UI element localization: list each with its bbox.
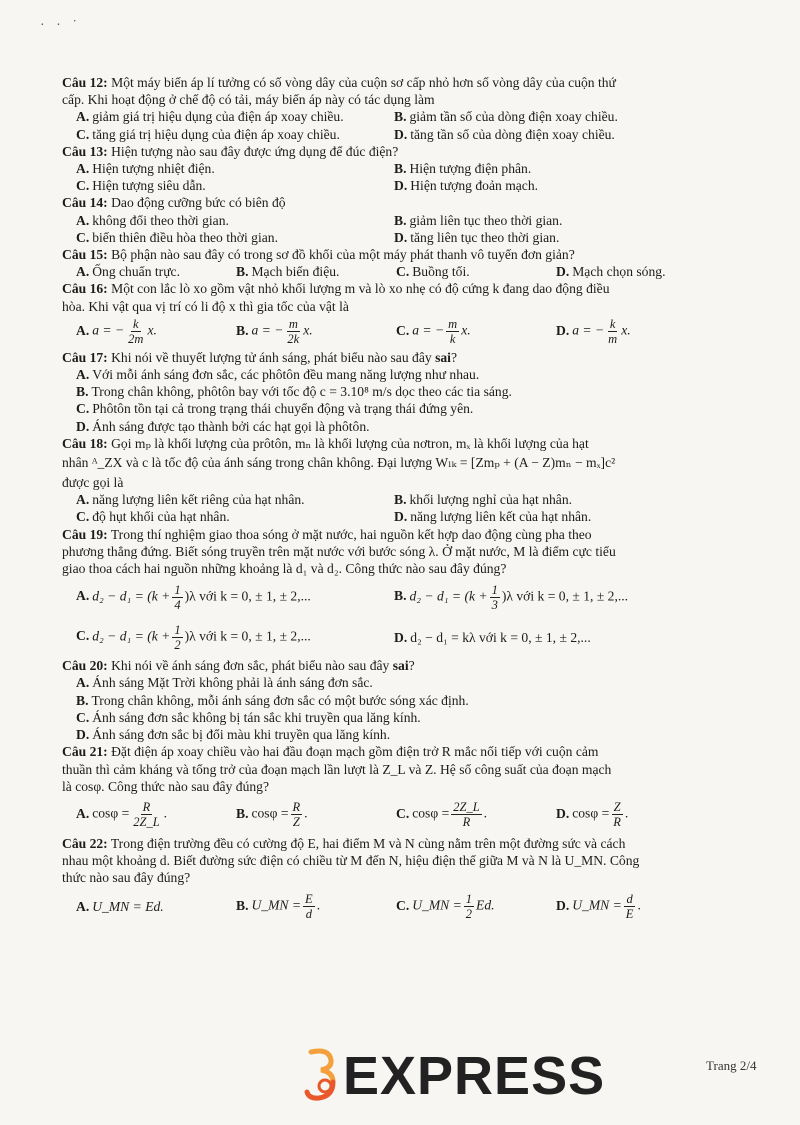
numerator: d	[626, 892, 633, 907]
question-stem: Dao động cưỡng bức có biên độ	[111, 195, 286, 211]
question-16	[62, 280, 712, 348]
option-c	[62, 709, 421, 726]
question-18	[62, 435, 712, 526]
numerator: m	[288, 317, 298, 332]
question-22	[62, 835, 712, 927]
denominator: k	[449, 332, 456, 347]
option-text: tăng liên tục theo thời gian.	[410, 229, 560, 245]
numerator: 2Z_L	[453, 800, 480, 815]
question-stem: Trong điện trường đều có cường độ E, hai điểm M và N cùng nằm trên một đường sức và cách	[110, 835, 626, 851]
option-letter: A.	[76, 212, 90, 228]
option-letter: C.	[76, 509, 90, 525]
option-c	[62, 229, 380, 246]
option-letter: A.	[76, 806, 90, 822]
formula-post: .	[163, 806, 168, 822]
option-letter: C.	[396, 322, 410, 338]
option-b	[62, 383, 512, 400]
question-stem: Gọi mₚ là khối lượng của prôtôn, mₙ là khối lượng của nơtron, mₓ là khối lượng của hạt	[111, 435, 589, 451]
question-number: Câu 14:	[62, 195, 108, 211]
fraction	[451, 800, 481, 829]
option-letter: D.	[76, 418, 90, 434]
formula-post: )λ với k = 0, ± 1, ± 2,...	[184, 588, 311, 604]
formula-post: x.	[303, 322, 313, 338]
question-stem: Một con lắc lò xo gồm vật nhỏ khối lượng m và lò xo nhẹ có độ cứng k đang dao động điều	[111, 281, 610, 297]
option-letter: A.	[76, 367, 90, 383]
question-15	[62, 246, 712, 280]
option-a	[62, 317, 222, 346]
option-letter: D.	[556, 322, 570, 338]
question-stem: Một máy biến áp lí tưởng có số vòng dây của cuộn sơ cấp nhỏ hơn số vòng dây của cuộn thứ	[111, 75, 616, 90]
question-stem: Bộ phận nào sau đây có trong sơ đồ khối của một máy phát thanh vô tuyến đơn giản?	[111, 247, 575, 263]
option-letter: A.	[76, 675, 90, 691]
formula-post: .	[304, 806, 308, 822]
denominator: 3	[491, 597, 498, 612]
option-c	[62, 400, 473, 417]
option-text: giảm giá trị hiệu dụng của điện áp xoay chiều.	[92, 109, 344, 125]
formula-pre: a = −	[412, 322, 445, 338]
option-text: Ánh sáng đơn sắc bị đổi màu khi truyền qua lăng kính.	[92, 727, 391, 743]
denominator: 2m	[128, 332, 144, 347]
formula-pre: cosφ =	[92, 806, 130, 822]
fraction	[464, 892, 474, 921]
option-b	[62, 692, 469, 709]
question-stem-cont: giao thoa cách hai nguồn những khoảng là d₁ và d₂. Công thức nào sau đây đúng?	[62, 561, 507, 577]
option-letter: A.	[76, 492, 90, 508]
option-letter: A.	[76, 161, 90, 177]
question-number: Câu 20:	[62, 658, 108, 674]
option-letter: C.	[76, 628, 90, 644]
formula-post: x.	[147, 322, 157, 338]
numerator: R	[142, 800, 151, 815]
fraction	[303, 892, 315, 921]
logo-wordmark: EXPRESS	[343, 1046, 606, 1106]
scan-marks: · · ˙	[40, 18, 81, 33]
question-number: Câu 21:	[62, 744, 108, 760]
numerator: 1	[491, 582, 498, 597]
option-letter: C.	[76, 709, 90, 725]
numerator: Z	[613, 800, 621, 815]
option-letter: B.	[76, 692, 89, 708]
option-letter: B.	[236, 264, 249, 280]
option-letter: D.	[76, 727, 90, 743]
option-letter: B.	[394, 588, 407, 604]
option-letter: D.	[394, 229, 408, 245]
option-c	[382, 317, 542, 346]
option-c	[62, 126, 380, 143]
option-d	[62, 726, 390, 743]
option-b	[222, 317, 382, 346]
numerator: m	[448, 317, 458, 332]
question-stem-cont: cấp. Khi hoạt động ở chế độ có tải, máy biến áp này có tác dụng làm	[62, 92, 435, 108]
option-b	[222, 800, 382, 829]
numerator: 1	[174, 622, 181, 637]
option-letter: C.	[76, 126, 90, 142]
option-letter: A.	[76, 588, 90, 604]
page-number: Trang 2/4	[706, 1058, 757, 1073]
question-14	[62, 194, 712, 246]
option-d	[542, 800, 702, 829]
question-stem-cont: được gọi là	[62, 475, 124, 491]
option-c	[62, 508, 380, 525]
question-number: Câu 18:	[62, 435, 108, 451]
option-letter: D.	[394, 629, 408, 645]
fraction	[490, 583, 500, 612]
denominator: 4	[174, 597, 181, 612]
question-number: Câu 16:	[62, 281, 108, 297]
option-b	[380, 160, 698, 177]
fraction	[291, 800, 303, 829]
formula-pre: U_MN =	[572, 897, 622, 913]
option-text: Phôtôn tồn tại cả trong trạng thái chuyển động và trạng thái đứng yên.	[92, 401, 474, 417]
question-number: Câu 22:	[62, 835, 108, 851]
question-stem-cont: thức nào sau đây đúng?	[62, 870, 191, 886]
option-text: Hiện tượng nhiệt điện.	[92, 161, 215, 177]
option-letter: A.	[76, 898, 90, 914]
option-text: độ hụt khối của hạt nhân.	[92, 509, 230, 525]
option-letter: D.	[556, 897, 570, 913]
fraction	[131, 800, 161, 829]
option-letter: B.	[394, 109, 407, 125]
logo-mark-icon	[303, 1046, 343, 1106]
option-a	[62, 583, 380, 612]
question-stem-cont: nhân ᴬ_ZX và c là tốc độ của ánh sáng trong chân không. Đại lượng Wₗₖ = [Zmₚ + (A − Z)mₙ − mₓ]c²	[62, 455, 616, 471]
option-c	[382, 800, 542, 829]
denominator: 2Z_L	[133, 815, 160, 830]
option-letter: D.	[556, 264, 570, 280]
formula-pre: U_MN = Ed.	[92, 898, 164, 914]
formula-pre: d₂ − d₁ = (k +	[92, 628, 171, 644]
option-text: không đổi theo thời gian.	[92, 212, 229, 228]
option-text: biến thiên điều hòa theo thời gian.	[92, 229, 278, 245]
option-b	[380, 583, 710, 612]
question-stem-cont: thuần thì cảm kháng và tổng trở của đoạn mạch lần lượt là Z_L và Z. Hệ số công suất của đoạn mạch	[62, 761, 612, 777]
option-text: Mạch biến điệu.	[251, 264, 340, 280]
question-stem: Khi nói về ánh sáng đơn sắc, phát biểu nào sau đây	[111, 658, 390, 674]
denominator: 2	[465, 907, 473, 922]
option-letter: B.	[394, 161, 407, 177]
option-text: tăng tần số của dòng điện xoay chiều.	[410, 126, 615, 142]
option-text: tăng giá trị hiệu dụng của điện áp xoay chiều.	[92, 126, 340, 142]
question-stem: Hiện tượng nào sau đây được ứng dụng để đúc điện?	[111, 143, 399, 159]
numerator: E	[305, 892, 313, 907]
option-text: d₂ − d₁ = kλ với k = 0, ± 1, ± 2,...	[410, 629, 591, 645]
numerator: 1	[465, 892, 473, 907]
option-d	[62, 418, 370, 435]
option-c	[382, 892, 542, 921]
fraction	[606, 317, 619, 346]
question-number: Câu 12:	[62, 75, 108, 90]
fraction	[624, 892, 636, 921]
option-b	[222, 892, 382, 921]
numerator: k	[133, 317, 139, 332]
question-stem: Đặt điện áp xoay chiều vào hai đầu đoạn mạch gồm điện trở R mắc nối tiếp với cuộn cảm	[111, 744, 599, 760]
formula-post: )λ với k = 0, ± 1, ± 2,...	[501, 588, 629, 604]
option-letter: B.	[394, 492, 407, 508]
numerator: 1	[174, 582, 181, 597]
option-a	[62, 212, 380, 229]
question-number: Câu 19:	[62, 526, 108, 542]
fraction	[285, 317, 301, 346]
question-13	[62, 143, 712, 195]
option-text: Hiện tượng đoản mạch.	[410, 178, 539, 194]
option-d	[542, 263, 702, 280]
question-21	[62, 743, 712, 835]
question-stem-cont: phương thẳng đứng. Biết sóng truyền trên mặt nước với bước sóng λ. Ở mặt nước, M là điểm cực tiểu	[62, 543, 616, 559]
option-letter: D.	[394, 178, 408, 194]
fraction	[126, 317, 145, 346]
option-letter: D.	[556, 806, 570, 822]
denominator: d	[305, 907, 312, 922]
option-a	[62, 674, 373, 691]
denominator: R	[462, 815, 471, 830]
option-d	[380, 629, 710, 646]
formula-post: .	[316, 897, 321, 913]
option-letter: D.	[394, 509, 408, 525]
option-letter: A.	[76, 264, 90, 280]
option-d	[542, 892, 702, 921]
question-number: Câu 15:	[62, 247, 108, 263]
option-letter: C.	[76, 401, 90, 417]
option-letter: B.	[76, 384, 89, 400]
formula-pre: U_MN =	[412, 897, 462, 913]
option-letter: C.	[76, 229, 90, 245]
formula-pre: a = −	[572, 322, 605, 338]
option-letter: A.	[76, 322, 90, 338]
option-letter: B.	[236, 806, 249, 822]
option-d	[380, 126, 698, 143]
option-c	[62, 623, 380, 652]
question-list	[62, 74, 712, 927]
question-12	[62, 74, 712, 143]
formula-pre: a = −	[251, 322, 284, 338]
express-logo	[303, 1046, 605, 1106]
option-letter: B.	[394, 212, 407, 228]
option-letter: D.	[394, 126, 408, 142]
formula-post: Ed.	[476, 897, 495, 913]
option-d	[380, 229, 698, 246]
denominator: m	[608, 332, 618, 347]
formula-pre: cosφ =	[412, 806, 450, 822]
option-b	[380, 212, 698, 229]
option-text: Trong chân không, mỗi ánh sáng đơn sắc có một bước sóng xác định.	[91, 692, 469, 708]
option-text: Ánh sáng Mặt Trời không phải là ánh sáng đơn sắc.	[92, 675, 373, 691]
option-text: Hiện tượng điện phân.	[409, 161, 532, 177]
question-20	[62, 657, 712, 743]
option-text: giảm liên tục theo thời gian.	[409, 212, 563, 228]
question-stem-cont: nhau một khoảng d. Biết đường sức điện có chiều từ M đến N, hiệu điện thế giữa M và N là U_MN. Công	[62, 853, 640, 869]
option-a	[62, 800, 222, 829]
option-a	[62, 366, 479, 383]
option-text: Với mỗi ánh sáng đơn sắc, các phôtôn đều mang năng lượng như nhau.	[92, 367, 480, 383]
option-c	[62, 177, 380, 194]
option-letter: C.	[396, 264, 410, 280]
option-a	[62, 160, 380, 177]
option-letter: B.	[236, 322, 249, 338]
formula-post: )λ với k = 0, ± 1, ± 2,...	[184, 628, 311, 644]
option-b	[380, 108, 698, 125]
formula-post: .	[624, 806, 629, 822]
question-stem-cont: là cosφ. Công thức nào sau đây đúng?	[62, 778, 269, 794]
formula-pre: a = −	[92, 322, 125, 338]
option-text: giảm tần số của dòng điện xoay chiều.	[409, 109, 618, 125]
formula-post: x.	[461, 322, 471, 338]
formula-post: x.	[621, 322, 631, 338]
question-17	[62, 349, 712, 435]
option-letter: C.	[396, 806, 410, 822]
option-text: Ống chuẩn trực.	[92, 264, 180, 280]
option-d	[542, 317, 702, 346]
question-number: Câu 17:	[62, 349, 108, 365]
option-letter: C.	[396, 897, 410, 913]
denominator: 2k	[287, 332, 300, 347]
formula-pre: U_MN =	[251, 897, 302, 913]
formula-pre: d₂ − d₁ = (k +	[92, 588, 171, 604]
question-19	[62, 526, 712, 658]
question-stem-end: ?	[450, 349, 457, 365]
denominator: R	[613, 815, 621, 830]
option-a	[62, 108, 380, 125]
question-stem-end: ?	[408, 658, 415, 674]
option-letter: C.	[76, 178, 90, 194]
formula-post: .	[483, 806, 488, 822]
question-number: Câu 13:	[62, 143, 108, 159]
denominator: 2	[174, 637, 181, 652]
formula-pre: cosφ =	[251, 806, 289, 822]
option-a	[62, 263, 222, 280]
question-stem-emphasis: sai	[392, 658, 409, 674]
question-stem-cont: hòa. Khi vật qua vị trí có li độ x thì gia tốc của vật là	[62, 298, 349, 314]
option-text: khối lượng nghỉ của hạt nhân.	[409, 492, 573, 508]
option-a	[62, 898, 222, 915]
denominator: Z	[292, 815, 300, 830]
formula-pre: cosφ =	[572, 806, 610, 822]
option-text: Trong chân không, phôtôn bay với tốc độ c = 3.10⁸ m/s dọc theo các tia sáng.	[91, 384, 512, 400]
option-letter: A.	[76, 109, 90, 125]
option-d	[380, 177, 698, 194]
fraction	[172, 623, 182, 652]
option-d	[380, 508, 698, 525]
fraction	[611, 800, 623, 829]
denominator: E	[625, 907, 634, 922]
option-text: Buồng tối.	[412, 264, 470, 280]
formula-pre: d₂ − d₁ = (k +	[409, 588, 488, 604]
formula-post: .	[637, 897, 641, 913]
option-b	[222, 263, 382, 280]
option-text: Mạch chọn sóng.	[572, 264, 666, 280]
logo-365-mark	[303, 1046, 343, 1106]
fraction	[172, 583, 182, 612]
option-text: năng lượng liên kết của hạt nhân.	[410, 509, 592, 525]
option-text: Ánh sáng đơn sắc không bị tán sắc khi truyền qua lăng kính.	[92, 709, 421, 725]
option-b	[380, 491, 698, 508]
option-a	[62, 491, 380, 508]
numerator: k	[609, 317, 616, 332]
numerator: R	[292, 800, 301, 815]
option-text: Hiện tượng siêu dẫn.	[92, 178, 206, 194]
option-text: Ánh sáng được tạo thành bởi các hạt gọi là phôtôn.	[92, 418, 370, 434]
option-text: năng lượng liên kết riêng của hạt nhân.	[92, 492, 305, 508]
fraction	[446, 317, 459, 346]
option-letter: B.	[236, 897, 249, 913]
option-c	[382, 263, 542, 280]
question-stem-emphasis: sai	[435, 349, 451, 365]
question-stem: Trong thí nghiệm giao thoa sóng ở mặt nước, hai nguồn kết hợp dao động cùng pha theo	[110, 526, 592, 542]
question-stem: Khi nói về thuyết lượng tử ánh sáng, phát biểu nào sau đây	[111, 349, 432, 365]
